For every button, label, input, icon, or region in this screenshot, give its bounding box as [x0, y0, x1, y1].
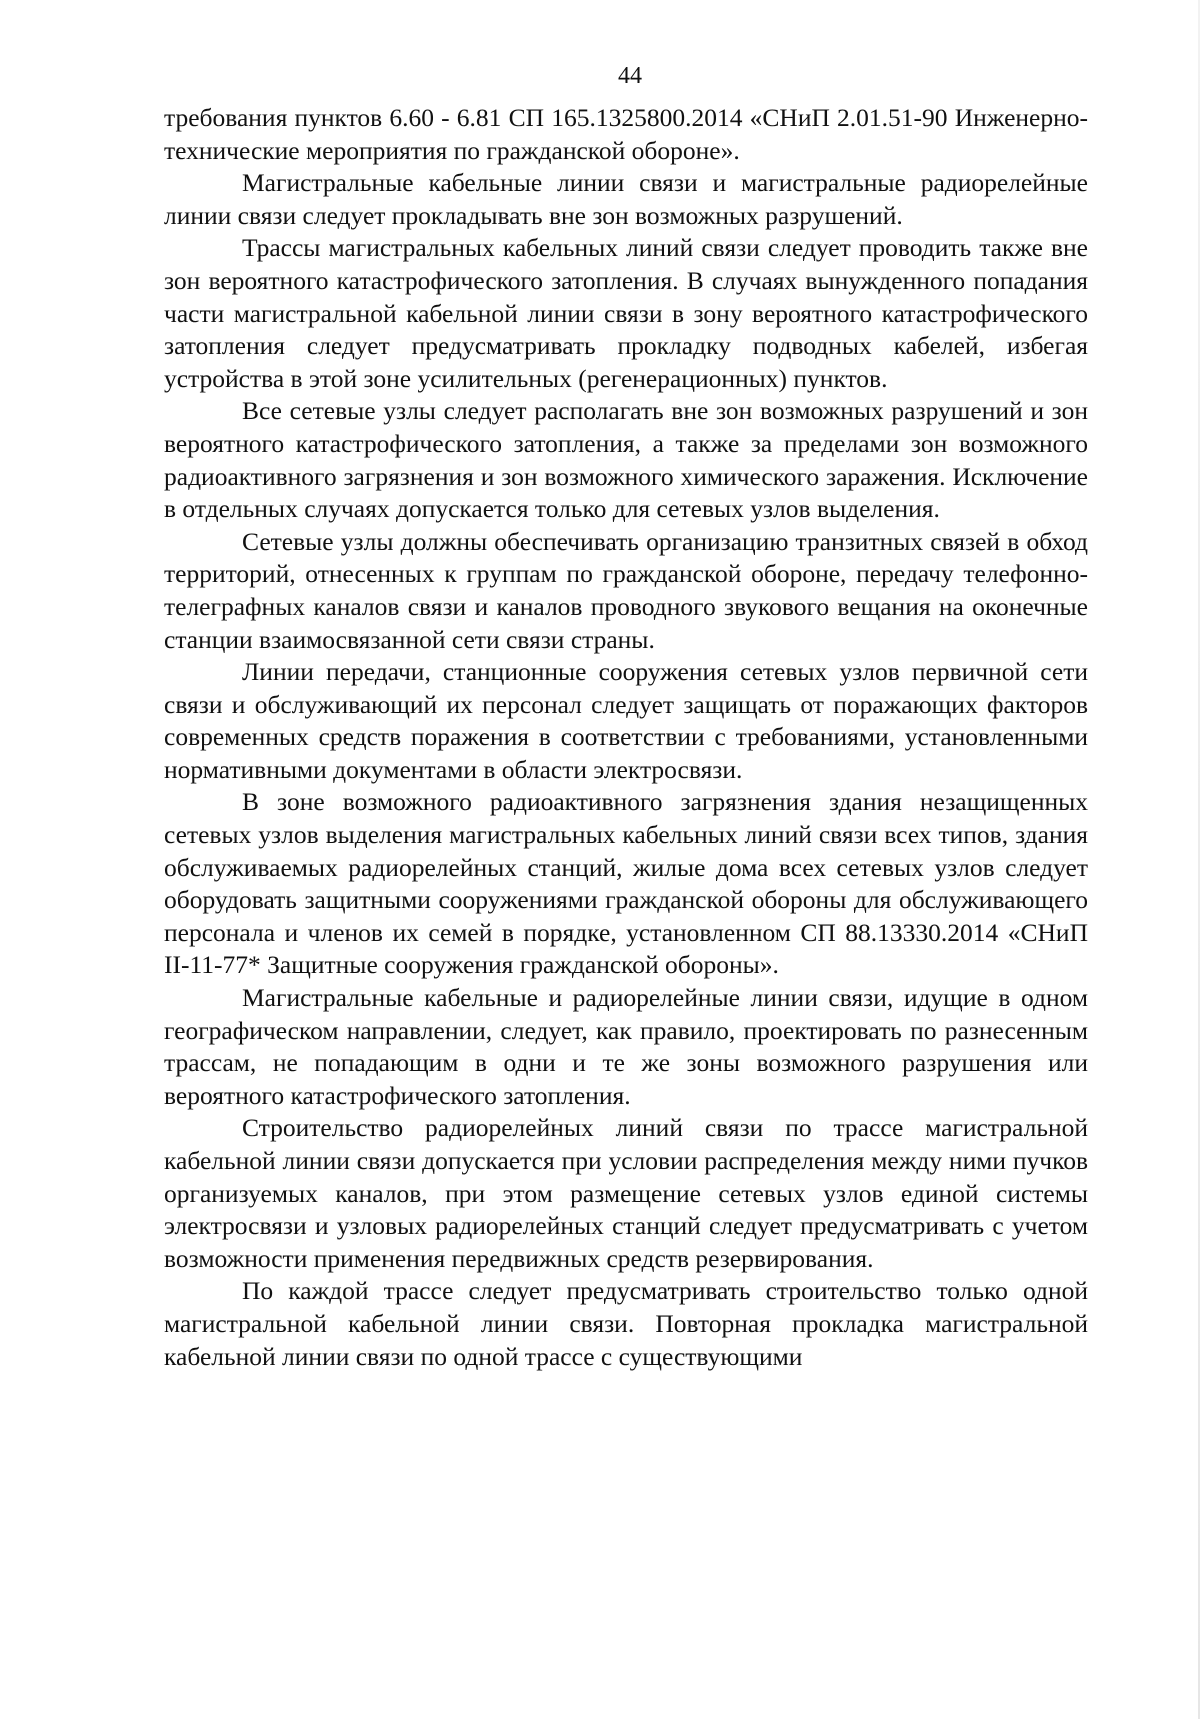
- paragraph: Магистральные кабельные линии связи и магистральные радиорелейные линии связи следует прокладывать вне зон возможных разрушений.: [164, 168, 1088, 230]
- paragraph-continued: По каждой трассе следует предусматривать строительство только одной магистральной кабельной линии связи. Повторная прокладка магистральной кабельной линии связи по одной трассе с существующими: [164, 1276, 1088, 1371]
- paragraph: Линии передачи, станционные сооружения сетевых узлов первичной сети связи и обслуживающий их персонал следует защищать от поражающих факторов современных средств поражения в соответствии с требованиями, установленными нормативными документами в области электросвязи.: [164, 657, 1088, 784]
- paragraph: Все сетевые узлы следует располагать вне зон возможных разрушений и зон вероятного катастрофического затопления, а также за пределами зон возможного радиоактивного загрязнения и зон возможного химического заражения. Исключение в отдельных случаях допускается только для сетевых узлов выделения.: [164, 396, 1088, 524]
- page-number: 44: [618, 63, 642, 89]
- paragraph: Трассы магистральных кабельных линий связи следует проводить также вне зон вероятного катастрофического затопления. В случаях вынужденного попадания части магистральной кабельной линии связи в зону вероятного катастрофического затопления следует предусматривать прокладку подводных кабелей, избегая устройства в этой зоне усилительных (регенерационных) пунктов.: [164, 233, 1088, 393]
- paragraph: требования пунктов 6.60 - 6.81 СП 165.1325800.2014 «СНиП 2.01.51-90 Инженерно-технические мероприятия по гражданской обороне».: [164, 103, 1088, 165]
- paragraph: Сетевые узлы должны обеспечивать организацию транзитных связей в обход территорий, отнесенных к группам по гражданской обороне, передачу телефонно-телеграфных каналов связи и каналов проводного звукового вещания на оконечные станции взаимосвязанной сети связи страны.: [164, 526, 1088, 654]
- document-body: [164, 102, 1088, 1373]
- paragraph: В зоне возможного радиоактивного загрязнения здания незащищенных сетевых узлов выделения магистральных кабельных линий связи всех типов, здания обслуживаемых радиорелейных станций, жилые дома всех сетевых узлов следует оборудовать защитными сооружениями гражданской обороны для обслуживающего персонала и членов их семей в порядке, установленном СП 88.13330.2014 «СНиП II-11-77* Защитные сооружения гражданской обороны».: [164, 787, 1088, 980]
- paragraph: Строительство радиорелейных линий связи по трассе магистральной кабельной линии связи допускается при условии распределения между ними пучков организуемых каналов, при этом размещение сетевых узлов единой системы электросвязи и узловых радиорелейных станций следует предусматривать с учетом возможности применения передвижных средств резервирования.: [164, 1113, 1088, 1273]
- paragraph: Магистральные кабельные и радиорелейные линии связи, идущие в одном географическом направлении, следует, как правило, проектировать по разнесенным трассам, не попадающим в одни и те же зоны возможного разрушения или вероятного катастрофического затопления.: [164, 983, 1088, 1110]
